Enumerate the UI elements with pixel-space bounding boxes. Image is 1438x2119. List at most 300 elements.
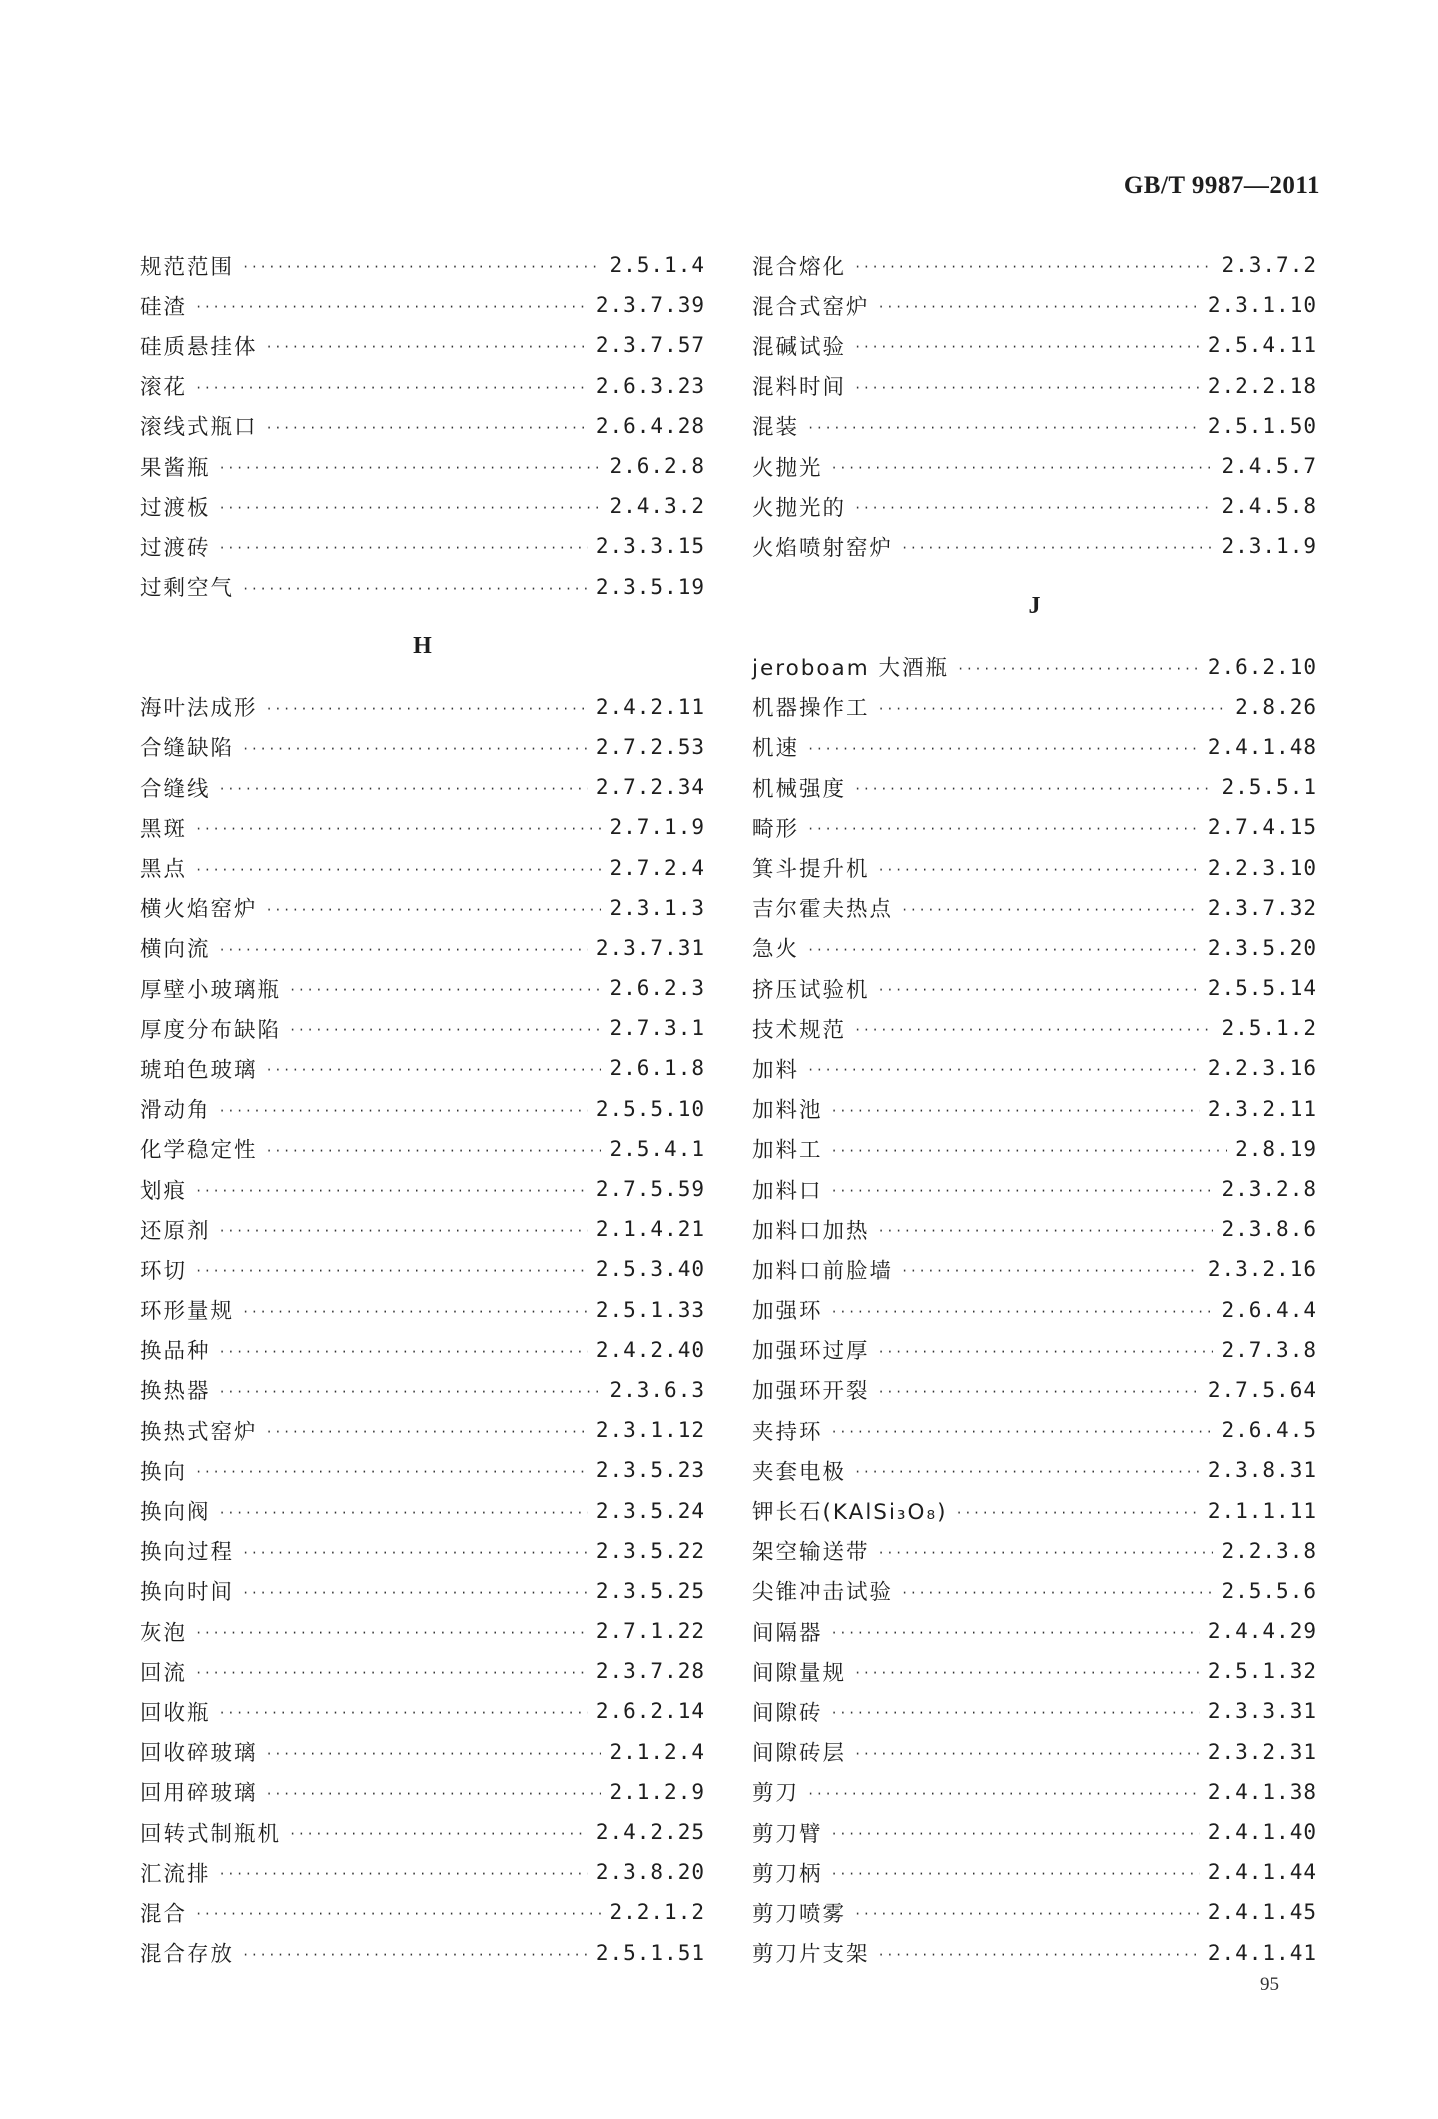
dot-leader <box>195 1907 601 1921</box>
dot-leader <box>289 983 601 997</box>
clause-reference: 2.5.5.6 <box>1221 1578 1317 1603</box>
clause-reference: 2.2.3.10 <box>1207 855 1317 880</box>
clause-reference: 2.3.1.12 <box>595 1418 705 1443</box>
clause-reference: 2.4.4.29 <box>1207 1619 1317 1644</box>
index-entry <box>752 1169 1317 1209</box>
index-term: 换向 <box>140 1459 188 1485</box>
dot-leader <box>219 1706 588 1720</box>
index-entry <box>140 968 705 1008</box>
clause-reference: 2.7.5.64 <box>1207 1377 1317 1402</box>
dot-leader <box>807 822 1200 836</box>
clause-reference: 2.3.5.23 <box>595 1458 705 1483</box>
index-term: 过剩空气 <box>140 576 235 602</box>
dot-leader <box>242 1948 588 1962</box>
index-term: 还原剂 <box>140 1218 211 1244</box>
clause-reference: 2.6.2.14 <box>595 1699 705 1724</box>
letter-group <box>140 607 705 1973</box>
dot-leader <box>195 381 588 395</box>
clause-reference: 2.6.1.8 <box>609 1056 705 1081</box>
index-entry <box>752 1330 1317 1370</box>
clause-reference: 2.5.1.4 <box>609 253 705 278</box>
dot-leader <box>195 1184 588 1198</box>
clause-reference: 2.3.5.19 <box>595 574 705 599</box>
index-term: 海叶法成形 <box>140 696 258 722</box>
clause-reference: 2.1.2.4 <box>609 1739 705 1764</box>
dot-leader <box>266 1144 602 1158</box>
clause-reference: 2.3.7.57 <box>595 333 705 358</box>
index-term: 急火 <box>752 937 800 963</box>
clause-reference: 2.7.5.59 <box>595 1177 705 1202</box>
index-term: 厚壁小玻璃瓶 <box>140 977 282 1003</box>
dot-leader <box>878 702 1228 716</box>
dot-leader <box>242 742 588 756</box>
index-term: 机器操作工 <box>752 696 870 722</box>
index-term: 滑动角 <box>140 1098 211 1124</box>
index-term: 剪刀柄 <box>752 1861 823 1887</box>
clause-reference: 2.3.2.8 <box>1221 1177 1317 1202</box>
clause-reference: 2.1.1.11 <box>1207 1498 1317 1523</box>
clause-reference: 2.5.1.33 <box>595 1297 705 1322</box>
index-entry <box>140 285 705 325</box>
index-entry <box>752 1611 1317 1651</box>
clause-reference: 2.6.3.23 <box>595 373 705 398</box>
index-entry <box>752 446 1317 486</box>
clause-reference: 2.4.5.7 <box>1221 454 1317 479</box>
index-term: 厚度分布缺陷 <box>140 1017 282 1043</box>
index-term: 畸形 <box>752 816 800 842</box>
index-column-left <box>140 245 705 1973</box>
clause-reference: 2.6.2.3 <box>609 976 705 1001</box>
clause-reference: 2.2.3.8 <box>1221 1538 1317 1563</box>
dot-leader <box>219 501 602 515</box>
index-entry <box>140 1732 705 1772</box>
clause-reference: 2.3.7.31 <box>595 935 705 960</box>
clause-reference: 2.8.19 <box>1235 1136 1317 1161</box>
index-term: 滚花 <box>140 375 188 401</box>
index-entry <box>140 1330 705 1370</box>
clause-reference: 2.4.1.45 <box>1207 1900 1317 1925</box>
index-term: 加强环开裂 <box>752 1379 870 1405</box>
dot-leader <box>831 1425 1214 1439</box>
clause-reference: 2.7.2.53 <box>595 734 705 759</box>
index-term: 换热式窑炉 <box>140 1419 258 1445</box>
index-entry <box>140 1892 705 1932</box>
clause-reference: 2.5.5.1 <box>1221 775 1317 800</box>
index-entry <box>140 1691 705 1731</box>
index-entry <box>752 486 1317 526</box>
clause-reference: 2.3.2.31 <box>1207 1739 1317 1764</box>
clause-reference: 2.2.2.18 <box>1207 373 1317 398</box>
index-entry <box>752 1892 1317 1932</box>
clause-reference: 2.3.7.39 <box>595 293 705 318</box>
dot-leader <box>195 1626 588 1640</box>
clause-reference: 2.6.4.4 <box>1221 1297 1317 1322</box>
clause-reference: 2.2.3.16 <box>1207 1056 1317 1081</box>
clause-reference: 2.3.1.9 <box>1221 534 1317 559</box>
clause-reference: 2.6.4.5 <box>1221 1418 1317 1443</box>
clause-reference: 2.3.3.15 <box>595 534 705 559</box>
dot-leader <box>289 1827 588 1841</box>
dot-leader <box>955 1506 1199 1520</box>
index-entry <box>752 1008 1317 1048</box>
dot-leader <box>854 381 1200 395</box>
index-entry <box>140 1490 705 1530</box>
dot-leader <box>242 582 588 596</box>
index-entry <box>140 486 705 526</box>
index-entry <box>752 928 1317 968</box>
index-term: 火焰喷射窑炉 <box>752 535 894 561</box>
index-term: 剪刀片支架 <box>752 1942 870 1968</box>
dot-leader <box>195 822 601 836</box>
index-entry <box>752 1370 1317 1410</box>
index-term: 加强环 <box>752 1299 823 1325</box>
index-entry <box>752 366 1317 406</box>
index-entry <box>140 1249 705 1289</box>
index-term: 剪刀臂 <box>752 1821 823 1847</box>
index-term: 滚线式瓶口 <box>140 415 258 441</box>
dot-leader <box>195 1264 588 1278</box>
index-term: 混合存放 <box>140 1942 235 1968</box>
index-entry <box>140 245 705 285</box>
dot-leader <box>219 782 588 796</box>
clause-reference: 2.3.5.22 <box>595 1538 705 1563</box>
clause-reference: 2.3.8.6 <box>1221 1217 1317 1242</box>
clause-reference: 2.4.2.40 <box>595 1337 705 1362</box>
clause-reference: 2.3.6.3 <box>609 1377 705 1402</box>
index-entry <box>752 888 1317 928</box>
index-entry <box>140 1169 705 1209</box>
index-entry <box>752 1531 1317 1571</box>
dot-leader <box>854 1907 1200 1921</box>
dot-leader <box>289 1023 601 1037</box>
index-entry <box>140 1089 705 1129</box>
index-column-right <box>752 245 1317 1973</box>
index-entry <box>752 1933 1317 1973</box>
clause-reference: 2.6.2.8 <box>609 454 705 479</box>
index-term: 加料池 <box>752 1098 823 1124</box>
index-term: 琥珀色玻璃 <box>140 1057 258 1083</box>
dot-leader <box>831 1305 1214 1319</box>
clause-reference: 2.4.1.41 <box>1207 1940 1317 1965</box>
clause-reference: 2.7.1.22 <box>595 1619 705 1644</box>
dot-leader <box>219 1224 588 1238</box>
index-term: 机械强度 <box>752 776 847 802</box>
clause-reference: 2.5.4.11 <box>1207 333 1317 358</box>
dot-leader <box>901 1586 1213 1600</box>
index-term: 挤压试验机 <box>752 977 870 1003</box>
dot-leader <box>831 1144 1228 1158</box>
index-entry <box>752 1209 1317 1249</box>
index-term: 加料口 <box>752 1178 823 1204</box>
index-entry <box>140 1008 705 1048</box>
index-term: 划痕 <box>140 1178 188 1204</box>
index-entry <box>140 1852 705 1892</box>
dot-leader <box>266 421 588 435</box>
dot-leader <box>266 903 602 917</box>
index-entry <box>752 968 1317 1008</box>
index-entry <box>752 1772 1317 1812</box>
index-term: 汇流排 <box>140 1861 211 1887</box>
index-term: 间隙量规 <box>752 1660 847 1686</box>
letter-group <box>752 245 1317 567</box>
index-entry <box>140 1772 705 1812</box>
dot-leader <box>831 461 1214 475</box>
index-entry <box>140 1611 705 1651</box>
clause-reference: 2.4.5.8 <box>1221 494 1317 519</box>
index-entry <box>752 767 1317 807</box>
dot-leader <box>195 1666 588 1680</box>
index-entry <box>752 1290 1317 1330</box>
index-term: 技术规范 <box>752 1017 847 1043</box>
clause-reference: 2.5.3.40 <box>595 1257 705 1282</box>
dot-leader <box>878 300 1200 314</box>
dot-leader <box>878 1345 1214 1359</box>
dot-leader <box>195 863 601 877</box>
index-entry <box>752 1249 1317 1289</box>
index-term: 硅渣 <box>140 294 188 320</box>
index-entry <box>140 767 705 807</box>
index-entry <box>140 325 705 365</box>
index-term: 灰泡 <box>140 1620 188 1646</box>
dot-leader <box>831 1827 1200 1841</box>
index-term: 换热器 <box>140 1379 211 1405</box>
index-entry <box>752 847 1317 887</box>
dot-leader <box>242 1586 588 1600</box>
index-entry <box>140 526 705 566</box>
index-entry <box>140 1933 705 1973</box>
dot-leader <box>854 260 1213 274</box>
index-term: 换品种 <box>140 1339 211 1365</box>
index-term: 间隙砖 <box>752 1700 823 1726</box>
dot-leader <box>901 903 1200 917</box>
standard-number: GB/T 9987—2011 <box>1123 172 1320 199</box>
clause-reference: 2.7.1.9 <box>609 815 705 840</box>
dot-leader <box>266 1747 602 1761</box>
clause-reference: 2.5.1.2 <box>1221 1016 1317 1041</box>
dot-leader <box>831 1706 1200 1720</box>
dot-leader <box>878 1948 1200 1962</box>
index-term: 换向时间 <box>140 1580 235 1606</box>
dot-leader <box>242 1305 588 1319</box>
dot-leader <box>901 1264 1200 1278</box>
index-entry <box>752 1410 1317 1450</box>
dot-leader <box>854 1023 1213 1037</box>
index-entry <box>752 1852 1317 1892</box>
index-entry <box>752 1732 1317 1772</box>
index-entry <box>752 1571 1317 1611</box>
dot-leader <box>266 702 588 716</box>
index-term: 夹套电极 <box>752 1459 847 1485</box>
dot-leader <box>219 1385 602 1399</box>
clause-reference: 2.6.4.28 <box>595 413 705 438</box>
index-entry <box>752 647 1317 687</box>
index-entry <box>140 567 705 607</box>
dot-leader <box>878 863 1200 877</box>
index-term: 加强环过厚 <box>752 1339 870 1365</box>
index-term: 吉尔霍夫热点 <box>752 897 894 923</box>
clause-reference: 2.3.1.3 <box>609 895 705 920</box>
dot-leader <box>831 1104 1200 1118</box>
index-entry <box>752 1691 1317 1731</box>
index-term: 箕斗提升机 <box>752 857 870 883</box>
index-term: 混碱试验 <box>752 334 847 360</box>
index-term: 混合 <box>140 1901 188 1927</box>
index-entry <box>140 847 705 887</box>
dot-leader <box>219 1867 588 1881</box>
index-term: 机速 <box>752 736 800 762</box>
dot-leader <box>242 1546 588 1560</box>
clause-reference: 2.3.5.25 <box>595 1578 705 1603</box>
clause-reference: 2.4.3.2 <box>609 494 705 519</box>
index-entry <box>140 1290 705 1330</box>
index-term: 混装 <box>752 415 800 441</box>
dot-leader <box>854 501 1213 515</box>
index-term: 剪刀 <box>752 1781 800 1807</box>
clause-reference: 2.2.1.2 <box>609 1900 705 1925</box>
dot-leader <box>195 1465 588 1479</box>
index-term: 火抛光 <box>752 455 823 481</box>
index-term: 横向流 <box>140 937 211 963</box>
clause-reference: 2.4.2.11 <box>595 694 705 719</box>
clause-reference: 2.4.1.48 <box>1207 734 1317 759</box>
index-term: 加料口前脸墙 <box>752 1258 894 1284</box>
index-term: 过渡砖 <box>140 535 211 561</box>
index-term: 加料 <box>752 1057 800 1083</box>
dot-leader <box>266 340 588 354</box>
letter-group <box>140 245 705 607</box>
index-term: 钾长石(KAlSi₃O₈) <box>752 1500 948 1526</box>
index-entry <box>752 325 1317 365</box>
index-term: 夹持环 <box>752 1419 823 1445</box>
dot-leader <box>901 541 1213 555</box>
index-entry <box>140 1410 705 1450</box>
dot-leader <box>195 300 588 314</box>
index-term: 环切 <box>140 1258 188 1284</box>
clause-reference: 2.5.5.14 <box>1207 976 1317 1001</box>
index-term: 硅质悬挂体 <box>140 334 258 360</box>
dot-leader <box>878 983 1200 997</box>
index-term: 回流 <box>140 1660 188 1686</box>
dot-leader <box>807 421 1200 435</box>
clause-reference: 2.7.4.15 <box>1207 815 1317 840</box>
index-term: 混合熔化 <box>752 254 847 280</box>
index-term: 回用碎玻璃 <box>140 1781 258 1807</box>
clause-reference: 2.3.7.2 <box>1221 253 1317 278</box>
clause-reference: 2.4.1.44 <box>1207 1860 1317 1885</box>
dot-leader <box>219 461 602 475</box>
clause-reference: 2.3.7.32 <box>1207 895 1317 920</box>
index-entry <box>752 285 1317 325</box>
clause-reference: 2.1.4.21 <box>595 1217 705 1242</box>
index-entry <box>140 1450 705 1490</box>
index-term: 过渡板 <box>140 495 211 521</box>
index-entry <box>752 1450 1317 1490</box>
index-entry <box>140 446 705 486</box>
dot-leader <box>266 1063 602 1077</box>
index-entry <box>752 245 1317 285</box>
dot-leader <box>807 1787 1200 1801</box>
clause-reference: 2.3.2.11 <box>1207 1096 1317 1121</box>
dot-leader <box>831 1867 1200 1881</box>
index-entry <box>752 1651 1317 1691</box>
index-term: 火抛光的 <box>752 495 847 521</box>
index-entry <box>752 1490 1317 1530</box>
dot-leader <box>831 1626 1200 1640</box>
index-entry <box>752 1048 1317 1088</box>
clause-reference: 2.5.1.32 <box>1207 1659 1317 1684</box>
clause-reference: 2.3.5.24 <box>595 1498 705 1523</box>
index-term: 回收瓶 <box>140 1700 211 1726</box>
index-term: 尖锥冲击试验 <box>752 1580 894 1606</box>
clause-reference: 2.7.2.34 <box>595 775 705 800</box>
dot-leader <box>854 1747 1200 1761</box>
index-entry <box>140 727 705 767</box>
index-term: 间隙砖层 <box>752 1741 847 1767</box>
dot-leader <box>854 340 1200 354</box>
index-entry <box>752 1129 1317 1169</box>
clause-reference: 2.7.3.1 <box>609 1016 705 1041</box>
clause-reference: 2.8.26 <box>1235 694 1317 719</box>
dot-leader <box>807 943 1200 957</box>
dot-leader <box>266 1425 588 1439</box>
index-entry <box>140 1812 705 1852</box>
index-term: 环形量规 <box>140 1299 235 1325</box>
dot-leader <box>878 1224 1214 1238</box>
index-entry <box>140 1531 705 1571</box>
dot-leader <box>854 782 1213 796</box>
section-letter: H <box>413 633 432 660</box>
dot-leader <box>854 1465 1200 1479</box>
index-entry <box>140 807 705 847</box>
index-entry <box>140 687 705 727</box>
index-entry <box>752 687 1317 727</box>
index-entry <box>752 406 1317 446</box>
letter-group <box>752 567 1317 1973</box>
index-term: 混料时间 <box>752 375 847 401</box>
clause-reference: 2.5.1.51 <box>595 1940 705 1965</box>
index-entry <box>140 1370 705 1410</box>
index-term: 果酱瓶 <box>140 455 211 481</box>
clause-reference: 2.3.3.31 <box>1207 1699 1317 1724</box>
dot-leader <box>957 662 1200 676</box>
clause-reference: 2.4.1.38 <box>1207 1779 1317 1804</box>
index-term: 规范范围 <box>140 254 235 280</box>
page-number: 95 <box>1260 1974 1279 1995</box>
clause-reference: 2.3.7.28 <box>595 1659 705 1684</box>
index-entry <box>140 406 705 446</box>
clause-reference: 2.5.5.10 <box>595 1096 705 1121</box>
index-entry <box>140 1209 705 1249</box>
dot-leader <box>219 1506 588 1520</box>
index-entry <box>140 928 705 968</box>
index-entry <box>752 1089 1317 1129</box>
dot-leader <box>831 1184 1214 1198</box>
clause-reference: 2.3.8.31 <box>1207 1458 1317 1483</box>
clause-reference: 2.3.1.10 <box>1207 293 1317 318</box>
dot-leader <box>807 742 1200 756</box>
index-term: 化学稳定性 <box>140 1138 258 1164</box>
index-term: 回转式制瓶机 <box>140 1821 282 1847</box>
clause-reference: 2.3.2.16 <box>1207 1257 1317 1282</box>
index-entry <box>752 727 1317 767</box>
clause-reference: 2.6.2.10 <box>1207 654 1317 679</box>
section-letter: J <box>1028 593 1041 619</box>
index-entry <box>140 1129 705 1169</box>
index-term: 黑斑 <box>140 816 188 842</box>
clause-reference: 2.5.4.1 <box>609 1136 705 1161</box>
index-entry <box>140 366 705 406</box>
index-term: 加料口加热 <box>752 1218 870 1244</box>
